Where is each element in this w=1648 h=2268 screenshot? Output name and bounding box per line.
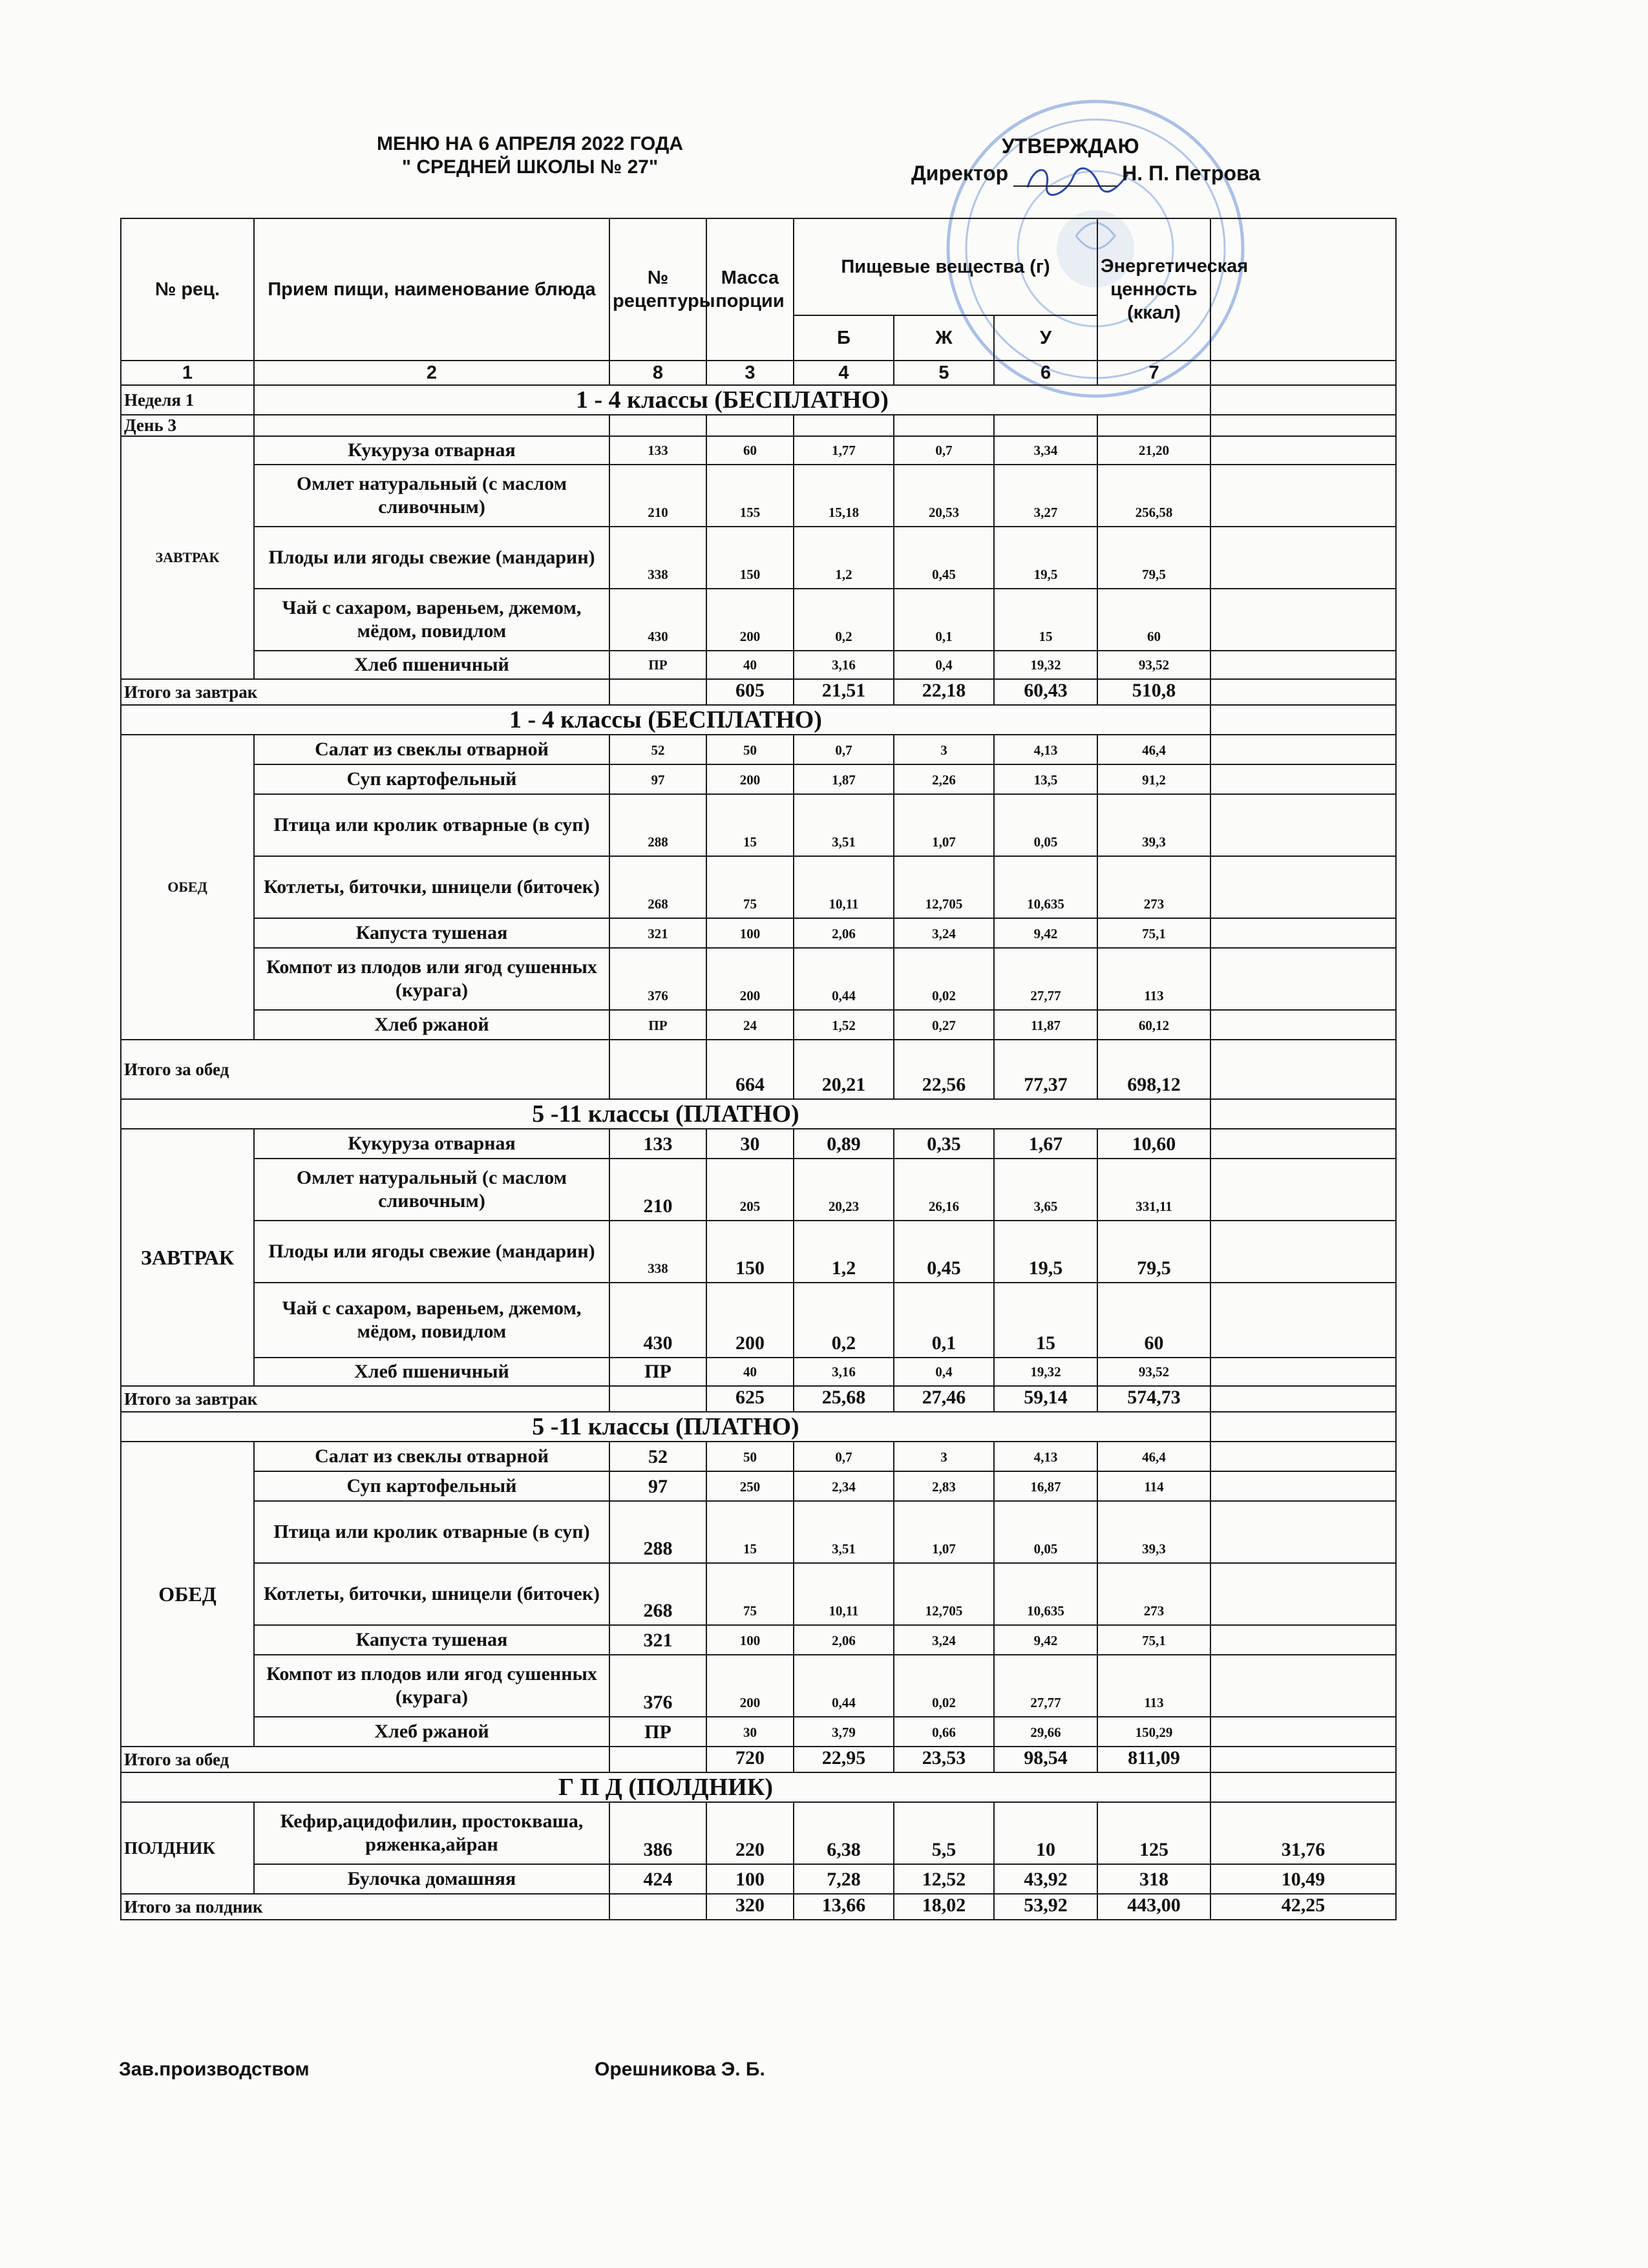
- energy-value: 113: [1097, 1655, 1210, 1717]
- protein-value: 1,87: [794, 764, 894, 794]
- protein-value: 10,11: [794, 856, 894, 918]
- protein-value: 0,7: [794, 1442, 894, 1471]
- total-carb: 98,54: [994, 1747, 1097, 1772]
- energy-value: 273: [1097, 1563, 1210, 1625]
- section-row: [121, 1099, 1396, 1129]
- section-row: [121, 705, 1396, 735]
- portion-mass: 200: [706, 764, 794, 794]
- portion-mass: 200: [706, 948, 794, 1010]
- energy-value: 60: [1097, 1283, 1210, 1358]
- total-label: Итого за завтрак: [121, 1386, 609, 1412]
- total-carb: 77,37: [994, 1040, 1097, 1099]
- portion-mass: 75: [706, 856, 794, 918]
- total-carb: 60,43: [994, 679, 1097, 705]
- fat-value: 0,27: [894, 1010, 994, 1040]
- dish-name: Капуста тушеная: [254, 1625, 609, 1655]
- total-energy: 698,12: [1097, 1040, 1210, 1099]
- extra-value: 10,49: [1210, 1864, 1396, 1894]
- carb-value: 3,27: [994, 465, 1097, 527]
- dish-row: [121, 527, 1396, 589]
- carb-value: 11,87: [994, 1010, 1097, 1040]
- dish-row: [121, 651, 1396, 679]
- energy-value: 10,60: [1097, 1129, 1210, 1159]
- portion-mass: 100: [706, 1625, 794, 1655]
- portion-mass: 24: [706, 1010, 794, 1040]
- dish-name: Птица или кролик отварные (в суп): [254, 1501, 609, 1563]
- carb-value: 10,635: [994, 1563, 1097, 1625]
- carb-value: 19,32: [994, 651, 1097, 679]
- total-protein: 25,68: [794, 1386, 894, 1412]
- fat-value: 5,5: [894, 1802, 994, 1864]
- menu-table: [120, 218, 1397, 1920]
- dish-name: Капуста тушеная: [254, 918, 609, 948]
- footer-position: Зав.производством: [119, 2059, 310, 2080]
- meal-label: ОБЕД: [121, 1442, 254, 1747]
- portion-mass: 155: [706, 465, 794, 527]
- protein-value: 2,34: [794, 1471, 894, 1501]
- energy-value: 256,58: [1097, 465, 1210, 527]
- total-fat: 22,56: [894, 1040, 994, 1099]
- fat-value: 3,24: [894, 918, 994, 948]
- fat-value: 0,4: [894, 1358, 994, 1386]
- recipe-number: 97: [609, 764, 706, 794]
- recipe-number: 133: [609, 436, 706, 465]
- fat-value: 0,7: [894, 436, 994, 465]
- fat-value: 1,07: [894, 794, 994, 856]
- recipe-number: ПР: [609, 1010, 706, 1040]
- protein-value: 0,44: [794, 1655, 894, 1717]
- total-mass: 720: [706, 1747, 794, 1772]
- column-index-row: 1 2 8 3 4 5 6 7: [121, 361, 1396, 385]
- fat-value: 0,45: [894, 1221, 994, 1283]
- dish-row: [121, 1471, 1396, 1501]
- footer-name: Орешникова Э. Б.: [595, 2059, 765, 2080]
- carb-value: 3,34: [994, 436, 1097, 465]
- dish-row: [121, 1221, 1396, 1283]
- dish-row: [121, 1358, 1396, 1386]
- carb-value: 19,5: [994, 527, 1097, 589]
- day-row: [121, 415, 1396, 436]
- recipe-number: 338: [609, 527, 706, 589]
- section-row: [121, 385, 1396, 415]
- dish-name: Кукуруза отварная: [254, 1129, 609, 1159]
- total-protein: 22,95: [794, 1747, 894, 1772]
- fat-value: 12,705: [894, 1563, 994, 1625]
- fat-value: 0,4: [894, 651, 994, 679]
- dish-name: Чай с сахаром, вареньем, джемом, мёдом, повидлом: [254, 589, 609, 651]
- recipe-number: ПР: [609, 651, 706, 679]
- fat-value: 12,705: [894, 856, 994, 918]
- dish-name: Компот из плодов или ягод сушенных (курага): [254, 948, 609, 1010]
- fat-value: 0,1: [894, 1283, 994, 1358]
- portion-mass: 205: [706, 1159, 794, 1221]
- dish-row: [121, 764, 1396, 794]
- portion-mass: 40: [706, 1358, 794, 1386]
- protein-value: 0,44: [794, 948, 894, 1010]
- dish-row: [121, 918, 1396, 948]
- protein-value: 3,51: [794, 794, 894, 856]
- protein-value: 3,79: [794, 1717, 894, 1747]
- portion-mass: 50: [706, 735, 794, 764]
- approve-label: УТВЕРЖДАЮ: [1002, 134, 1139, 158]
- carb-value: 19,32: [994, 1358, 1097, 1386]
- energy-value: 46,4: [1097, 735, 1210, 764]
- carb-value: 15: [994, 589, 1097, 651]
- col-header-dish: Прием пищи, наименование блюда: [254, 218, 609, 361]
- energy-value: 39,3: [1097, 794, 1210, 856]
- recipe-number: 97: [609, 1471, 706, 1501]
- carb-value: 27,77: [994, 948, 1097, 1010]
- dish-row: [121, 589, 1396, 651]
- portion-mass: 30: [706, 1717, 794, 1747]
- energy-value: 273: [1097, 856, 1210, 918]
- portion-mass: 220: [706, 1802, 794, 1864]
- total-mass: 664: [706, 1040, 794, 1099]
- day-label: День 3: [121, 415, 254, 436]
- dish-row: [121, 1864, 1396, 1894]
- dish-name: Птица или кролик отварные (в суп): [254, 794, 609, 856]
- energy-value: 331,11: [1097, 1159, 1210, 1221]
- col-header-u: У: [994, 315, 1097, 361]
- dish-name: Плоды или ягоды свежие (мандарин): [254, 1221, 609, 1283]
- carb-value: 1,67: [994, 1129, 1097, 1159]
- total-fat: 22,18: [894, 679, 994, 705]
- protein-value: 1,2: [794, 527, 894, 589]
- recipe-number: 430: [609, 1283, 706, 1358]
- total-label: Итого за обед: [121, 1040, 609, 1099]
- dish-name: Булочка домашняя: [254, 1864, 609, 1894]
- recipe-number: 288: [609, 1501, 706, 1563]
- total-mass: 320: [706, 1894, 794, 1920]
- portion-mass: 200: [706, 589, 794, 651]
- protein-value: 0,7: [794, 735, 894, 764]
- portion-mass: 15: [706, 794, 794, 856]
- total-energy: 811,09: [1097, 1747, 1210, 1772]
- total-fat: 27,46: [894, 1386, 994, 1412]
- dish-name: Котлеты, биточки, шницели (биточек): [254, 1563, 609, 1625]
- fat-value: 2,83: [894, 1471, 994, 1501]
- dish-row: [121, 856, 1396, 918]
- col-header-energy: Энергетическая ценность (ккал): [1097, 218, 1210, 361]
- col-header-b: Б: [794, 315, 894, 361]
- energy-value: 93,52: [1097, 1358, 1210, 1386]
- protein-value: 20,23: [794, 1159, 894, 1221]
- carb-value: 3,65: [994, 1159, 1097, 1221]
- recipe-number: ПР: [609, 1717, 706, 1747]
- col-header-zh: Ж: [894, 315, 994, 361]
- recipe-number: 424: [609, 1864, 706, 1894]
- energy-value: 39,3: [1097, 1501, 1210, 1563]
- energy-value: 75,1: [1097, 1625, 1210, 1655]
- protein-value: 1,2: [794, 1221, 894, 1283]
- fat-value: 0,02: [894, 948, 994, 1010]
- recipe-number: 52: [609, 735, 706, 764]
- fat-value: 0,02: [894, 1655, 994, 1717]
- recipe-number: 376: [609, 1655, 706, 1717]
- energy-value: 46,4: [1097, 1442, 1210, 1471]
- fat-value: 0,35: [894, 1129, 994, 1159]
- carb-value: 13,5: [994, 764, 1097, 794]
- carb-value: 19,5: [994, 1221, 1097, 1283]
- section-title: 5 -11 классы (ПЛАТНО): [121, 1412, 1210, 1442]
- energy-value: 79,5: [1097, 527, 1210, 589]
- dish-name: Хлеб ржаной: [254, 1717, 609, 1747]
- meal-label: ПОЛДНИК: [121, 1802, 254, 1894]
- carb-value: 0,05: [994, 794, 1097, 856]
- protein-value: 0,2: [794, 589, 894, 651]
- fat-value: 0,45: [894, 527, 994, 589]
- col-header-recipe-no: № рецептуры: [609, 218, 706, 361]
- dish-row: [121, 1501, 1396, 1563]
- recipe-number: 133: [609, 1129, 706, 1159]
- dish-row: [121, 465, 1396, 527]
- director-label: Директор: [911, 162, 1009, 185]
- recipe-number: 321: [609, 918, 706, 948]
- total-protein: 20,21: [794, 1040, 894, 1099]
- signature-line: [1013, 166, 1117, 187]
- recipe-number: 288: [609, 794, 706, 856]
- carb-value: 43,92: [994, 1864, 1097, 1894]
- menu-title: [362, 132, 698, 179]
- fat-value: 3,24: [894, 1625, 994, 1655]
- protein-value: 10,11: [794, 1563, 894, 1625]
- dish-name: Салат из свеклы отварной: [254, 1442, 609, 1471]
- protein-value: 3,16: [794, 651, 894, 679]
- dish-row: [121, 735, 1396, 764]
- dish-row: [121, 1159, 1396, 1221]
- col-header-mass: Масса порции: [706, 218, 794, 361]
- portion-mass: 50: [706, 1442, 794, 1471]
- protein-value: 15,18: [794, 465, 894, 527]
- portion-mass: 30: [706, 1129, 794, 1159]
- fat-value: 1,07: [894, 1501, 994, 1563]
- carb-value: 10,635: [994, 856, 1097, 918]
- total-row: [121, 1386, 1396, 1412]
- recipe-number: 430: [609, 589, 706, 651]
- total-protein: 13,66: [794, 1894, 894, 1920]
- portion-mass: 150: [706, 1221, 794, 1283]
- approval-block: [911, 132, 1299, 187]
- recipe-number: 52: [609, 1442, 706, 1471]
- dish-name: Плоды или ягоды свежие (мандарин): [254, 527, 609, 589]
- fat-value: 2,26: [894, 764, 994, 794]
- protein-value: 1,77: [794, 436, 894, 465]
- portion-mass: 75: [706, 1563, 794, 1625]
- recipe-number: 376: [609, 948, 706, 1010]
- protein-value: 1,52: [794, 1010, 894, 1040]
- total-label: Итого за обед: [121, 1747, 609, 1772]
- menu-title-line1: МЕНЮ НА 6 АПРЕЛЯ 2022 ГОДА: [376, 133, 684, 154]
- fat-value: 0,66: [894, 1717, 994, 1747]
- meal-label: ЗАВТРАК: [121, 1129, 254, 1386]
- portion-mass: 60: [706, 436, 794, 465]
- portion-mass: 100: [706, 918, 794, 948]
- fat-value: 12,52: [894, 1864, 994, 1894]
- fat-value: 3: [894, 1442, 994, 1471]
- section-title: 5 -11 классы (ПЛАТНО): [121, 1099, 1210, 1129]
- protein-value: 2,06: [794, 1625, 894, 1655]
- total-row: [121, 1040, 1396, 1099]
- carb-value: 27,77: [994, 1655, 1097, 1717]
- dish-row: [121, 1283, 1396, 1358]
- recipe-number: 321: [609, 1625, 706, 1655]
- dish-row: [121, 1010, 1396, 1040]
- recipe-number: ПР: [609, 1358, 706, 1386]
- portion-mass: 200: [706, 1655, 794, 1717]
- week-label: Неделя 1: [121, 385, 254, 415]
- dish-row: [121, 436, 1396, 465]
- meal-label: ОБЕД: [121, 735, 254, 1040]
- protein-value: 7,28: [794, 1864, 894, 1894]
- fat-value: 0,1: [894, 589, 994, 651]
- dish-row: [121, 1625, 1396, 1655]
- total-mass: 625: [706, 1386, 794, 1412]
- portion-mass: 250: [706, 1471, 794, 1501]
- dish-row: [121, 1717, 1396, 1747]
- total-fat: 23,53: [894, 1747, 994, 1772]
- total-carb: 53,92: [994, 1894, 1097, 1920]
- dish-row: [121, 1442, 1396, 1471]
- dish-row: [121, 1129, 1396, 1159]
- total-fat: 18,02: [894, 1894, 994, 1920]
- recipe-number: 268: [609, 1563, 706, 1625]
- protein-value: 3,51: [794, 1501, 894, 1563]
- energy-value: 79,5: [1097, 1221, 1210, 1283]
- section-row: [121, 1412, 1396, 1442]
- fat-value: 20,53: [894, 465, 994, 527]
- energy-value: 21,20: [1097, 436, 1210, 465]
- section-title: 1 - 4 классы (БЕСПЛАТНО): [254, 385, 1210, 415]
- dish-name: Котлеты, биточки, шницели (биточек): [254, 856, 609, 918]
- dish-name: Кефир,ацидофилин, простокваша, ряженка,айран: [254, 1802, 609, 1864]
- total-energy: 574,73: [1097, 1386, 1210, 1412]
- carb-value: 10: [994, 1802, 1097, 1864]
- energy-value: 114: [1097, 1471, 1210, 1501]
- col-header-num-rec: № рец.: [121, 218, 254, 361]
- section-title: Г П Д (ПОЛДНИК): [121, 1772, 1210, 1802]
- carb-value: 4,13: [994, 735, 1097, 764]
- dish-name: Омлет натуральный (с маслом сливочным): [254, 465, 609, 527]
- protein-value: 2,06: [794, 918, 894, 948]
- portion-mass: 150: [706, 527, 794, 589]
- total-mass: 605: [706, 679, 794, 705]
- section-row: [121, 1772, 1396, 1802]
- dish-name: Суп картофельный: [254, 1471, 609, 1501]
- portion-mass: 100: [706, 1864, 794, 1894]
- dish-name: Хлеб ржаной: [254, 1010, 609, 1040]
- director-name: Н. П. Петрова: [1122, 162, 1261, 185]
- dish-name: Салат из свеклы отварной: [254, 735, 609, 764]
- dish-row: [121, 794, 1396, 856]
- dish-name: Омлет натуральный (с маслом сливочным): [254, 1159, 609, 1221]
- carb-value: 15: [994, 1283, 1097, 1358]
- recipe-number: 268: [609, 856, 706, 918]
- energy-value: 60: [1097, 589, 1210, 651]
- total-row: [121, 1894, 1396, 1920]
- menu-title-line2: " СРЕДНЕЙ ШКОЛЫ № 27": [401, 156, 659, 178]
- protein-value: 3,16: [794, 1358, 894, 1386]
- carb-value: 4,13: [994, 1442, 1097, 1471]
- portion-mass: 40: [706, 651, 794, 679]
- dish-name: Кукуруза отварная: [254, 436, 609, 465]
- energy-value: 318: [1097, 1864, 1210, 1894]
- dish-name: Суп картофельный: [254, 764, 609, 794]
- energy-value: 150,29: [1097, 1717, 1210, 1747]
- dish-name: Хлеб пшеничный: [254, 1358, 609, 1386]
- total-row: [121, 1747, 1396, 1772]
- total-protein: 21,51: [794, 679, 894, 705]
- meal-label: ЗАВТРАК: [121, 436, 254, 679]
- energy-value: 93,52: [1097, 651, 1210, 679]
- portion-mass: 200: [706, 1283, 794, 1358]
- protein-value: 0,2: [794, 1283, 894, 1358]
- carb-value: 9,42: [994, 1625, 1097, 1655]
- energy-value: 125: [1097, 1802, 1210, 1864]
- recipe-number: 210: [609, 1159, 706, 1221]
- total-energy: 510,8: [1097, 679, 1210, 705]
- dish-row: [121, 1655, 1396, 1717]
- dish-name: Хлеб пшеничный: [254, 651, 609, 679]
- dish-row: [121, 948, 1396, 1010]
- total-row: [121, 679, 1396, 705]
- total-label: Итого за завтрак: [121, 679, 609, 705]
- recipe-number: 338: [609, 1221, 706, 1283]
- fat-value: 3: [894, 735, 994, 764]
- extra-value: 31,76: [1210, 1802, 1396, 1864]
- protein-value: 6,38: [794, 1802, 894, 1864]
- dish-name: Компот из плодов или ягод сушенных (курага): [254, 1655, 609, 1717]
- energy-value: 91,2: [1097, 764, 1210, 794]
- total-label: Итого за полдник: [121, 1894, 609, 1920]
- carb-value: 16,87: [994, 1471, 1097, 1501]
- energy-value: 113: [1097, 948, 1210, 1010]
- recipe-number: 210: [609, 465, 706, 527]
- dish-row: [121, 1563, 1396, 1625]
- recipe-number: 386: [609, 1802, 706, 1864]
- protein-value: 0,89: [794, 1129, 894, 1159]
- dish-name: Чай с сахаром, вареньем, джемом, мёдом, повидлом: [254, 1283, 609, 1358]
- carb-value: 29,66: [994, 1717, 1097, 1747]
- total-carb: 59,14: [994, 1386, 1097, 1412]
- portion-mass: 15: [706, 1501, 794, 1563]
- energy-value: 60,12: [1097, 1010, 1210, 1040]
- total-extra: 42,25: [1210, 1894, 1396, 1920]
- section-title: 1 - 4 классы (БЕСПЛАТНО): [121, 705, 1210, 735]
- fat-value: 26,16: [894, 1159, 994, 1221]
- total-energy: 443,00: [1097, 1894, 1210, 1920]
- col-header-nutrients: Пищевые вещества (г): [794, 218, 1097, 315]
- carb-value: 9,42: [994, 918, 1097, 948]
- energy-value: 75,1: [1097, 918, 1210, 948]
- dish-row: [121, 1802, 1396, 1864]
- carb-value: 0,05: [994, 1501, 1097, 1563]
